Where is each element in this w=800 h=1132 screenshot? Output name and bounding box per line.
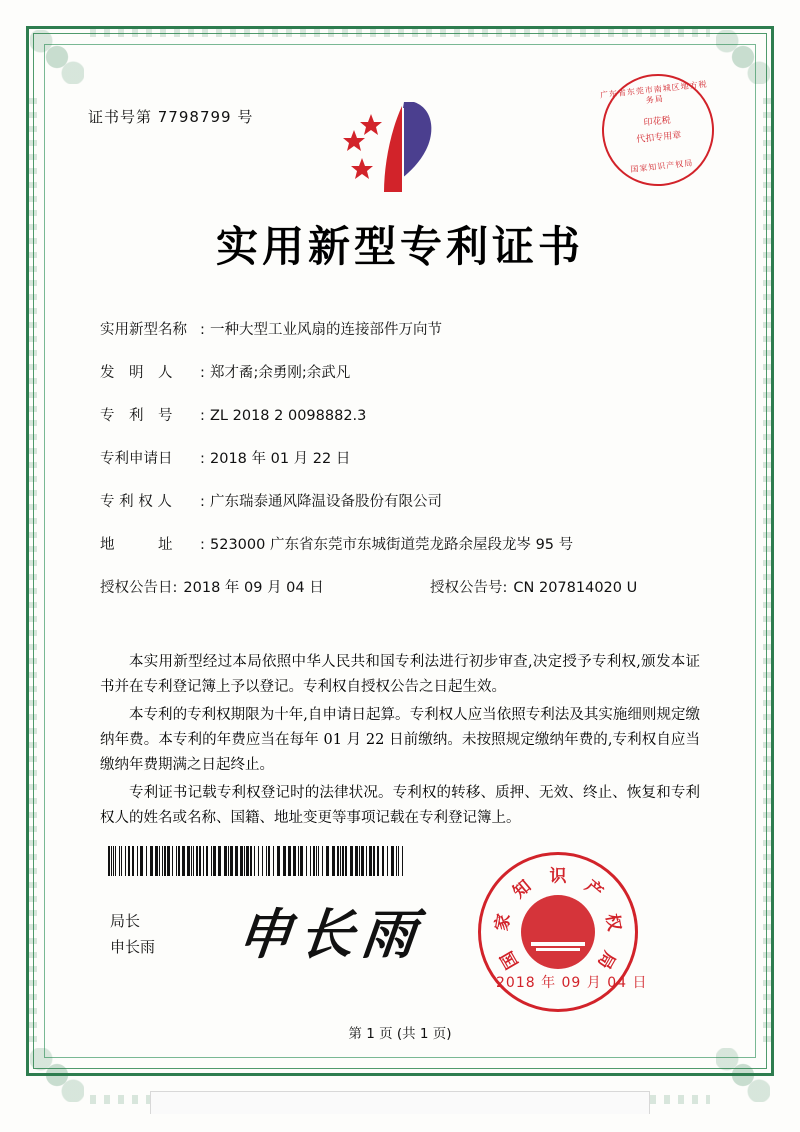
certificate-number: 证书号第 7798799 号 bbox=[88, 108, 254, 126]
field-value: 2018 年 09 月 04 日 bbox=[183, 580, 324, 596]
field-colon: : bbox=[200, 408, 205, 424]
field-label: 地 址 bbox=[100, 537, 173, 553]
signature-title: 局长 bbox=[110, 912, 141, 930]
field-patentee bbox=[100, 490, 700, 511]
field-label: 专 利 号 bbox=[100, 408, 173, 424]
field-value: CN 207814020 U bbox=[513, 580, 638, 596]
national-emblem-icon bbox=[521, 895, 595, 969]
corner-ornament-bottom-right bbox=[716, 1048, 770, 1102]
field-grant-number bbox=[430, 576, 637, 597]
legal-paragraph-3: 专利证书记载专利权登记时的法律状况。专利权的转移、质押、无效、终止、恢复和专利权人的姓名或名称、国籍、地址变更等事项记载在专利登记簿上。 bbox=[100, 785, 700, 826]
tax-stamp-arc-text: 广东省东莞市南城区地方税务局 bbox=[599, 79, 708, 106]
field-value: 广东瑞泰通风降温设备股份有限公司 bbox=[210, 494, 442, 510]
field-colon: : bbox=[200, 494, 205, 510]
field-value: 2018 年 01 月 22 日 bbox=[210, 451, 351, 467]
field-colon: : bbox=[200, 537, 205, 553]
tax-stamp-line-2: 代扣专用章 bbox=[635, 130, 682, 146]
corner-ornament-top-right bbox=[716, 30, 770, 84]
legal-paragraph-2: 本专利的专利权期限为十年,自申请日起算。专利权人应当依照专利法及其实施细则规定缴纳年费。本专利的年费应当在每年 01 月 22 日前缴纳。未按照规定缴纳年费的,专利权自应当缴纳年费期满之日起终止。 bbox=[100, 707, 700, 773]
tax-stamp-line-1: 印花税 bbox=[643, 115, 672, 129]
field-application-date bbox=[100, 447, 700, 468]
field-label: 授权公告号: bbox=[430, 580, 508, 596]
field-inventor bbox=[100, 361, 700, 382]
patent-office-logo-icon bbox=[340, 96, 460, 198]
field-colon: : bbox=[200, 365, 205, 381]
corner-ornament-top-left bbox=[30, 30, 84, 84]
field-label: 发 明 人 bbox=[100, 365, 173, 381]
field-label: 专利申请日 bbox=[100, 451, 173, 467]
tax-stamp-bottom-text: 国家知识产权局 bbox=[630, 158, 694, 175]
field-label: 专 利 权 人 bbox=[100, 494, 172, 510]
signature-block bbox=[110, 908, 155, 960]
official-seal-ring-text: 国 家 知 识 产 权 局 bbox=[492, 866, 624, 973]
field-label: 实用新型名称 bbox=[100, 322, 187, 338]
seal-date: 2018 年 09 月 04 日 bbox=[496, 975, 648, 991]
field-label: 授权公告日: bbox=[100, 580, 178, 596]
page-bottom-strip bbox=[150, 1091, 650, 1114]
field-value: ZL 2018 2 0098882.3 bbox=[210, 408, 367, 424]
field-colon: : bbox=[200, 451, 205, 467]
legal-text bbox=[100, 650, 700, 834]
page-title: 实用新型专利证书 bbox=[215, 222, 584, 271]
emblem-detail bbox=[528, 910, 588, 954]
field-grant-date bbox=[100, 576, 430, 597]
corner-ornament-bottom-left bbox=[30, 1048, 84, 1102]
field-colon: : bbox=[200, 322, 205, 338]
field-value: 523000 广东省东莞市东城街道莞龙路余屋段龙岑 95 号 bbox=[210, 537, 574, 553]
field-address bbox=[100, 533, 700, 554]
field-patent-number bbox=[100, 404, 700, 425]
field-value: 一种大型工业风扇的连接部件万向节 bbox=[210, 322, 442, 338]
field-value: 郑才矞;余勇刚;余武凡 bbox=[210, 365, 351, 381]
handwritten-signature: 申长雨 bbox=[234, 902, 427, 966]
barcode bbox=[108, 846, 408, 876]
field-grant-row bbox=[100, 576, 700, 597]
page-number: 第 1 页 (共 1 页) bbox=[348, 1026, 452, 1042]
field-utility-model-name bbox=[100, 318, 700, 339]
border-ornament-top bbox=[90, 28, 710, 37]
field-list bbox=[100, 318, 700, 603]
legal-paragraph-1: 本实用新型经过本局依照中华人民共和国专利法进行初步审查,决定授予专利权,颁发本证书并在专利登记簿上予以登记。专利权自授权公告之日起生效。 bbox=[100, 654, 700, 695]
signature-name: 申长雨 bbox=[110, 938, 156, 956]
